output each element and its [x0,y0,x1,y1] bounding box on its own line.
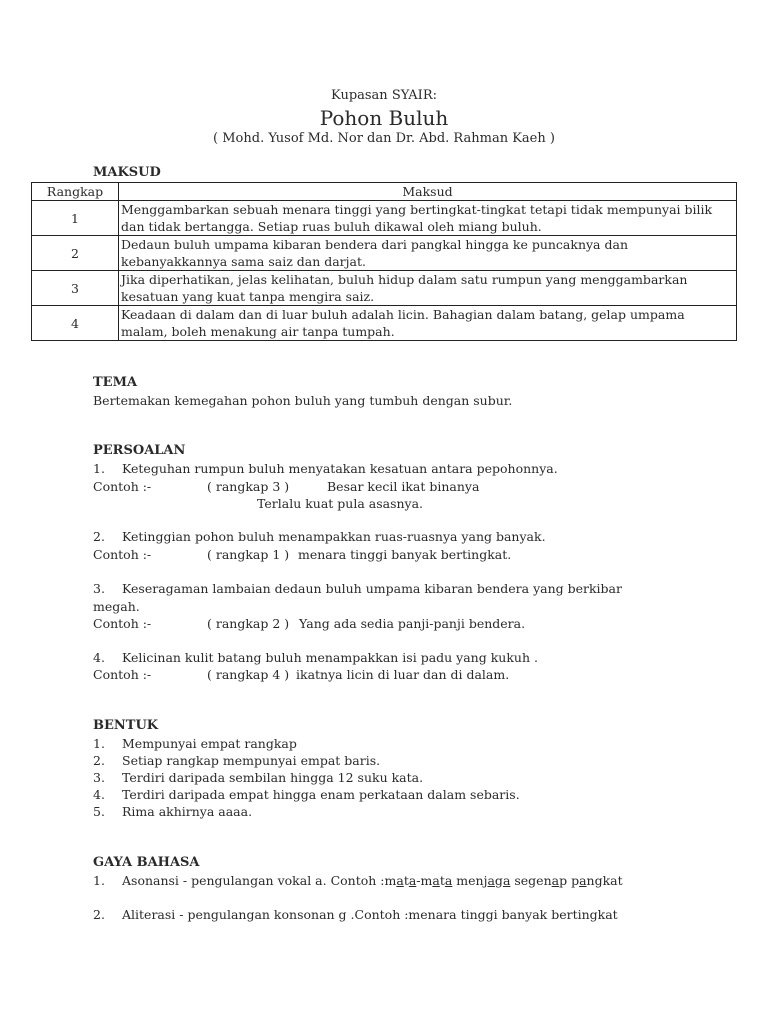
persoalan-item-text: Keteguhan rumpun buluh menyatakan kesatuan antara pepohonnya. [122,461,558,476]
persoalan-item-text: Ketinggian pohon buluh menampakkan ruas-ruasnya yang banyak. [122,529,546,544]
tema-text: Bertemakan kemegahan pohon buluh yang tumbuh dengan subur. [93,393,513,408]
contoh-quote: menara tinggi banyak bertingkat. [298,547,512,562]
gaya-item-text [122,873,623,888]
asonansi-lead: Asonansi - pengulangan vokal a. Contoh : [122,873,385,888]
bentuk-item-number: 3. [93,770,105,785]
contoh-label: Contoh :- [93,479,152,494]
persoalan-heading: PERSOALAN [93,443,186,458]
bentuk-item-number: 4. [93,787,105,802]
rangkap-number: 2 [32,236,119,271]
contoh-label: Contoh :- [93,667,152,682]
bentuk-item-number: 1. [93,736,105,751]
maksud-text: Menggambarkan sebuah menara tinggi yang bertingkat-tingkat tetapi tidak mempunyai bilik dan tidak bertangga. Setiap ruas buluh dikawal oleh miang buluh. [119,201,737,236]
table-row [32,306,737,341]
persoalan-item-number: 1. [93,461,105,476]
bentuk-item-text: Terdiri daripada sembilan hingga 12 suku kata. [122,770,424,785]
maksud-text: Dedaun buluh umpama kibaran bendera dari pangkal hingga ke puncaknya dan kebanyakkannya sama saiz dan darjat. [119,236,737,271]
rangkap-reference: ( rangkap 3 ) [207,479,290,494]
contoh-label: Contoh :- [93,616,152,631]
rangkap-number: 4 [32,306,119,341]
bentuk-item-number: 2. [93,753,105,768]
document-subtitle: Kupasan SYAIR: [331,88,437,103]
gaya-item-text: Aliterasi - pengulangan konsonan g .Contoh :menara tinggi banyak bertingkat [122,907,618,922]
bentuk-heading: BENTUK [93,718,159,733]
bentuk-item-number: 5. [93,804,105,819]
asonansi-example: mata-mata menjaga segenap pangkat [384,873,623,888]
persoalan-item-text-line2: megah. [93,599,140,614]
rangkap-number: 3 [32,271,119,306]
contoh-label: Contoh :- [93,547,152,562]
contoh-quote: Yang ada sedia panji-panji bendera. [299,616,526,631]
gaya-item-number: 2. [93,907,105,922]
bentuk-item-text: Terdiri daripada empat hingga enam perkataan dalam sebaris. [122,787,520,802]
maksud-heading: MAKSUD [93,165,161,180]
bentuk-item-text: Setiap rangkap mempunyai empat baris. [122,753,381,768]
persoalan-item-number: 4. [93,650,105,665]
contoh-quote: ikatnya licin di luar dan di dalam. [296,667,510,682]
contoh-quote: Besar kecil ikat binanya [327,479,480,494]
rangkap-reference: ( rangkap 1 ) [207,547,290,562]
rangkap-reference: ( rangkap 2 ) [207,616,290,631]
bentuk-item-text: Mempunyai empat rangkap [122,736,297,751]
persoalan-item-text: Keseragaman lambaian dedaun buluh umpama kibaran bendera yang berkibar [122,581,622,596]
table-row [32,271,737,306]
contoh-quote-line2: Terlalu kuat pula asasnya. [257,496,424,511]
column-header-maksud: Maksud [119,183,737,201]
table-row [32,201,737,236]
column-header-rangkap: Rangkap [32,183,119,201]
persoalan-item-number: 3. [93,581,105,596]
gaya-item-number: 1. [93,873,105,888]
maksud-table [31,182,737,341]
persoalan-item-number: 2. [93,529,105,544]
persoalan-item-text: Kelicinan kulit batang buluh menampakkan isi padu yang kukuh . [122,650,538,665]
rangkap-reference: ( rangkap 4 ) [207,667,290,682]
rangkap-number: 1 [32,201,119,236]
tema-heading: TEMA [93,375,138,390]
table-row [32,236,737,271]
maksud-text: Keadaan di dalam dan di luar buluh adalah licin. Bahagian dalam batang, gelap umpama malam, boleh menakung air tanpa tumpah. [119,306,737,341]
document-authors: ( Mohd. Yusof Md. Nor dan Dr. Abd. Rahman Kaeh ) [213,131,555,146]
bentuk-item-text: Rima akhirnya aaaa. [122,804,253,819]
document-title: Pohon Buluh [319,106,449,130]
gaya-bahasa-heading: GAYA BAHASA [93,855,200,870]
maksud-text: Jika diperhatikan, jelas kelihatan, buluh hidup dalam satu rumpun yang menggambarkan kesatuan yang kuat tanpa mengira saiz. [119,271,737,306]
table-header-row [32,183,737,201]
